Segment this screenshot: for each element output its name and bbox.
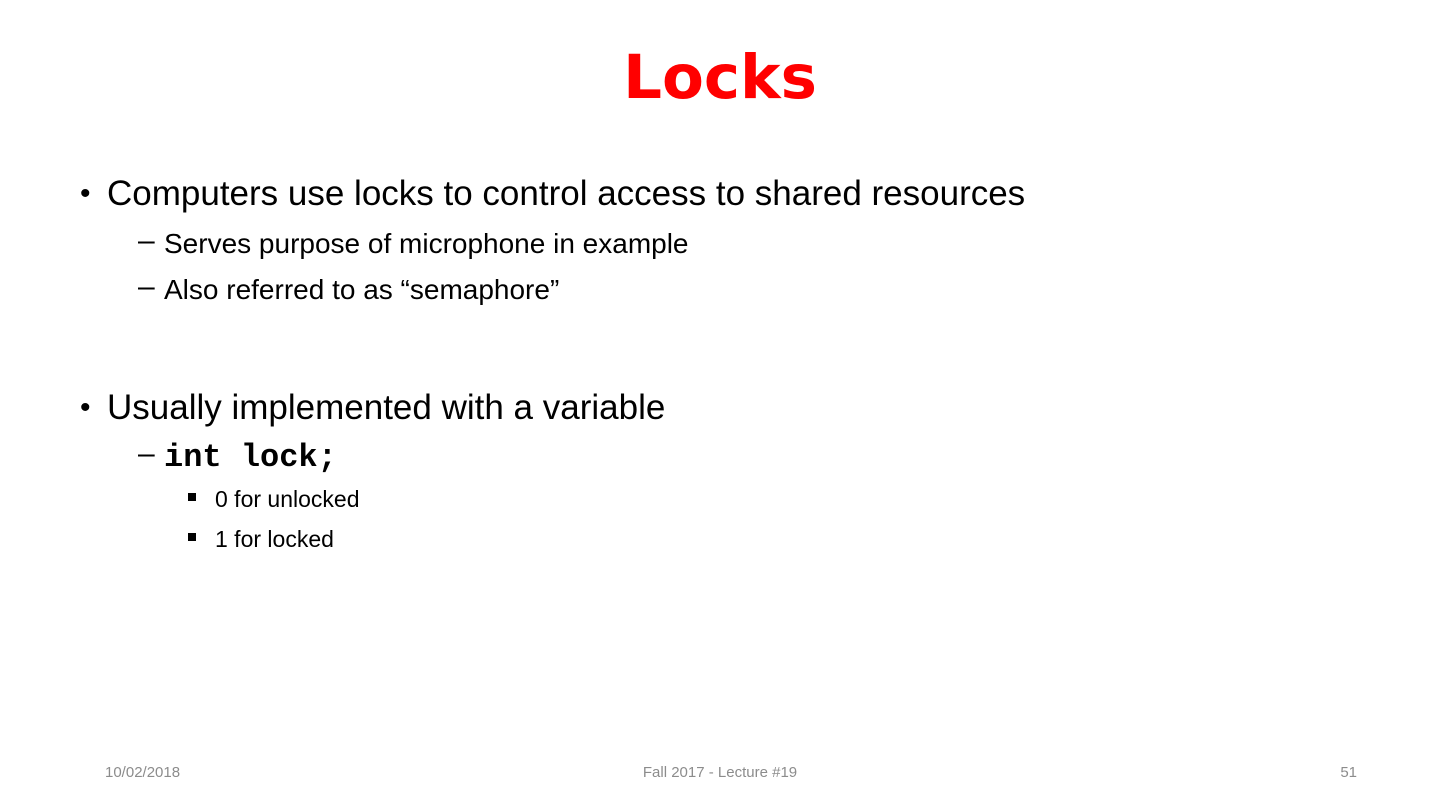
dash-icon: – xyxy=(138,437,155,470)
bullet-text: Computers use locks to control access to shared resources xyxy=(107,174,1026,213)
dash-icon: – xyxy=(138,224,155,257)
footer-center-text: Fall 2017 - Lecture #19 xyxy=(642,764,798,781)
sub-bullet-item xyxy=(138,437,337,476)
square-bullet-icon xyxy=(188,493,196,501)
bullet-text: Usually implemented with a variable xyxy=(107,388,666,427)
sub-bullet-text: Serves purpose of microphone in example xyxy=(164,228,689,259)
sub-sub-bullet-text: 1 for locked xyxy=(215,526,334,552)
sub-sub-bullet-item xyxy=(215,524,334,554)
sub-bullet-text: Also referred to as “semaphore” xyxy=(164,274,560,305)
sub-sub-bullet-text: 0 for unlocked xyxy=(215,486,360,512)
bullet-dot-icon: • xyxy=(80,177,91,210)
sub-bullet-item xyxy=(138,224,689,262)
square-bullet-icon xyxy=(188,533,196,541)
bullet-item xyxy=(80,172,1026,216)
bullet-dot-icon: • xyxy=(80,391,91,424)
sub-bullet-item xyxy=(138,270,560,308)
footer-date: 10/02/2018 xyxy=(105,764,181,781)
code-snippet: int lock; xyxy=(164,439,337,476)
slide-title: Locks xyxy=(623,42,817,113)
dash-icon: – xyxy=(138,270,155,303)
sub-sub-bullet-item xyxy=(215,484,359,514)
footer-page-number: 51 xyxy=(1340,764,1357,781)
bullet-item xyxy=(80,386,666,430)
